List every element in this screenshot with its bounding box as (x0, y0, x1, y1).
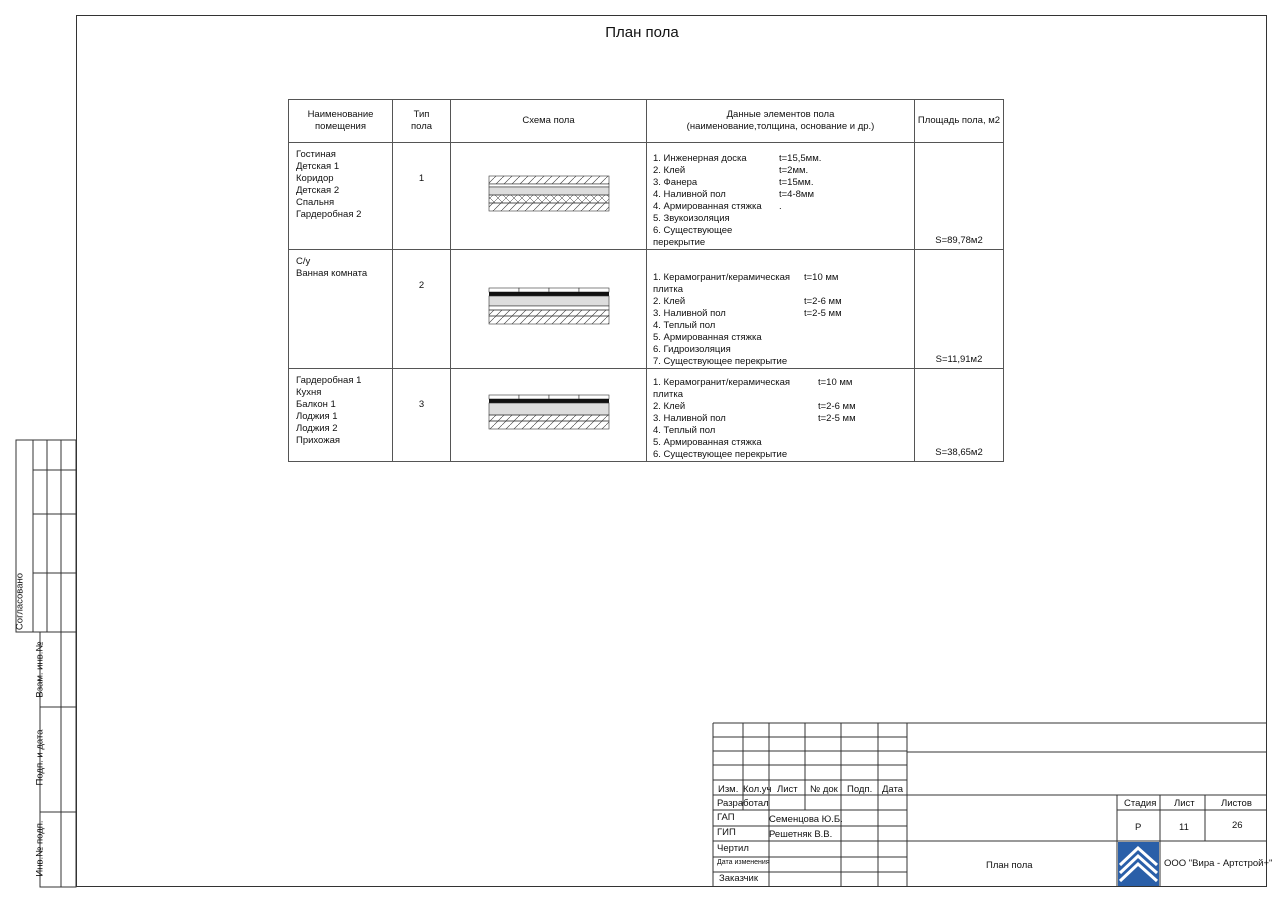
floor-elements: 1. Инженерная доска t=15,5мм. 2. Клей t=2мм. 3. Фанера t=15мм. 4. Наливной пол t=4-8мм 4. Армированная стяжка . 5. Звукоизоляция 6. Существующее перекрытие (647, 143, 915, 250)
col-date: Дата (882, 784, 904, 795)
gip-label: ГИП (717, 827, 736, 838)
col-doc: № док (810, 784, 838, 795)
customer-label: Заказчик (719, 873, 759, 884)
sheets-label: Листов (1221, 798, 1252, 809)
floor-type: 2 (393, 250, 451, 369)
table-row (289, 250, 1004, 369)
page-title: План пола (605, 24, 679, 41)
sheets-value: 26 (1232, 820, 1243, 831)
developed-label: Разработал (717, 798, 769, 809)
table-row (289, 143, 1004, 250)
gap-label: ГАП (717, 812, 735, 823)
table-row (289, 369, 1004, 462)
floor-type: 1 (393, 143, 451, 250)
col-kol: Кол.уч (743, 784, 772, 795)
drafted-label: Чертил (717, 843, 749, 854)
gap-name: Семенцова Ю.Б. (769, 814, 843, 825)
floor-elements: 1. Керамогранит/керамическая плитка t=10 мм 2. Клей t=2-6 мм 3. Наливной пол t=2-5 мм 4. Теплый пол 5. Армированная стяжка 6. Существующее перекрытие (647, 369, 915, 462)
header-elements: Данные элементов пола (наименование,толщина, основание и др.) (647, 100, 915, 143)
floor-area: S=11,91м2 (915, 250, 1004, 369)
floor-table (288, 99, 1004, 462)
header-type: Тип пола (393, 100, 451, 143)
col-izm: Изм. (718, 784, 739, 795)
table-header-row (289, 100, 1004, 143)
gip-name: Решетняк В.В. (769, 829, 833, 840)
room-names: С/у Ванная комната (289, 250, 393, 369)
inv-no-label: Инв.№ подп. (34, 820, 46, 877)
col-sign: Подп. (847, 784, 873, 795)
header-room: Наименование помещения (289, 100, 393, 143)
floor-elements: 1. Керамогранит/керамическая плитка t=10 мм 2. Клей t=2-6 мм 3. Наливной пол t=2-5 мм 4. Теплый пол 5. Армированная стяжка 6. Гидроизоляция 7. Существующее перекрытие (647, 250, 915, 369)
col-list: Лист (777, 784, 798, 795)
sheet-value: 11 (1179, 822, 1189, 833)
floor-schema (451, 250, 647, 369)
stage-label: Стадия (1124, 798, 1157, 809)
drawing-name: План пола (986, 860, 1033, 871)
floor-schema (451, 369, 647, 462)
title-block-lines (700, 715, 1280, 905)
change-date-label: Дата изменения (717, 859, 770, 866)
agreed-label: Согласовано (14, 572, 26, 631)
floor-area: S=38,65м2 (915, 369, 1004, 462)
stage-value: Р (1135, 822, 1142, 833)
header-area: Площадь пола, м2 (915, 100, 1004, 143)
replace-inv-label: Взам. инв.№ (34, 641, 46, 698)
sign-date-label: Подп. и дата (34, 729, 46, 786)
floor-section-drawing (486, 286, 611, 330)
floor-section-drawing (486, 170, 611, 220)
floor-section-drawing (486, 393, 611, 435)
company-name: ООО "Вира - Артстрой+" (1164, 858, 1273, 869)
company-logo (1118, 842, 1159, 886)
floor-schema (451, 143, 647, 250)
room-names: Гардеробная 1 Кухня Балкон 1 Лоджия 1 Лоджия 2 Прихожая (289, 369, 393, 462)
header-schema: Схема пола (451, 100, 647, 143)
sheet-label: Лист (1174, 798, 1195, 809)
floor-type: 3 (393, 369, 451, 462)
floor-area: S=89,78м2 (915, 143, 1004, 250)
room-names: Гостиная Детская 1 Коридор Детская 2 Спальня Гардеробная 2 (289, 143, 393, 250)
